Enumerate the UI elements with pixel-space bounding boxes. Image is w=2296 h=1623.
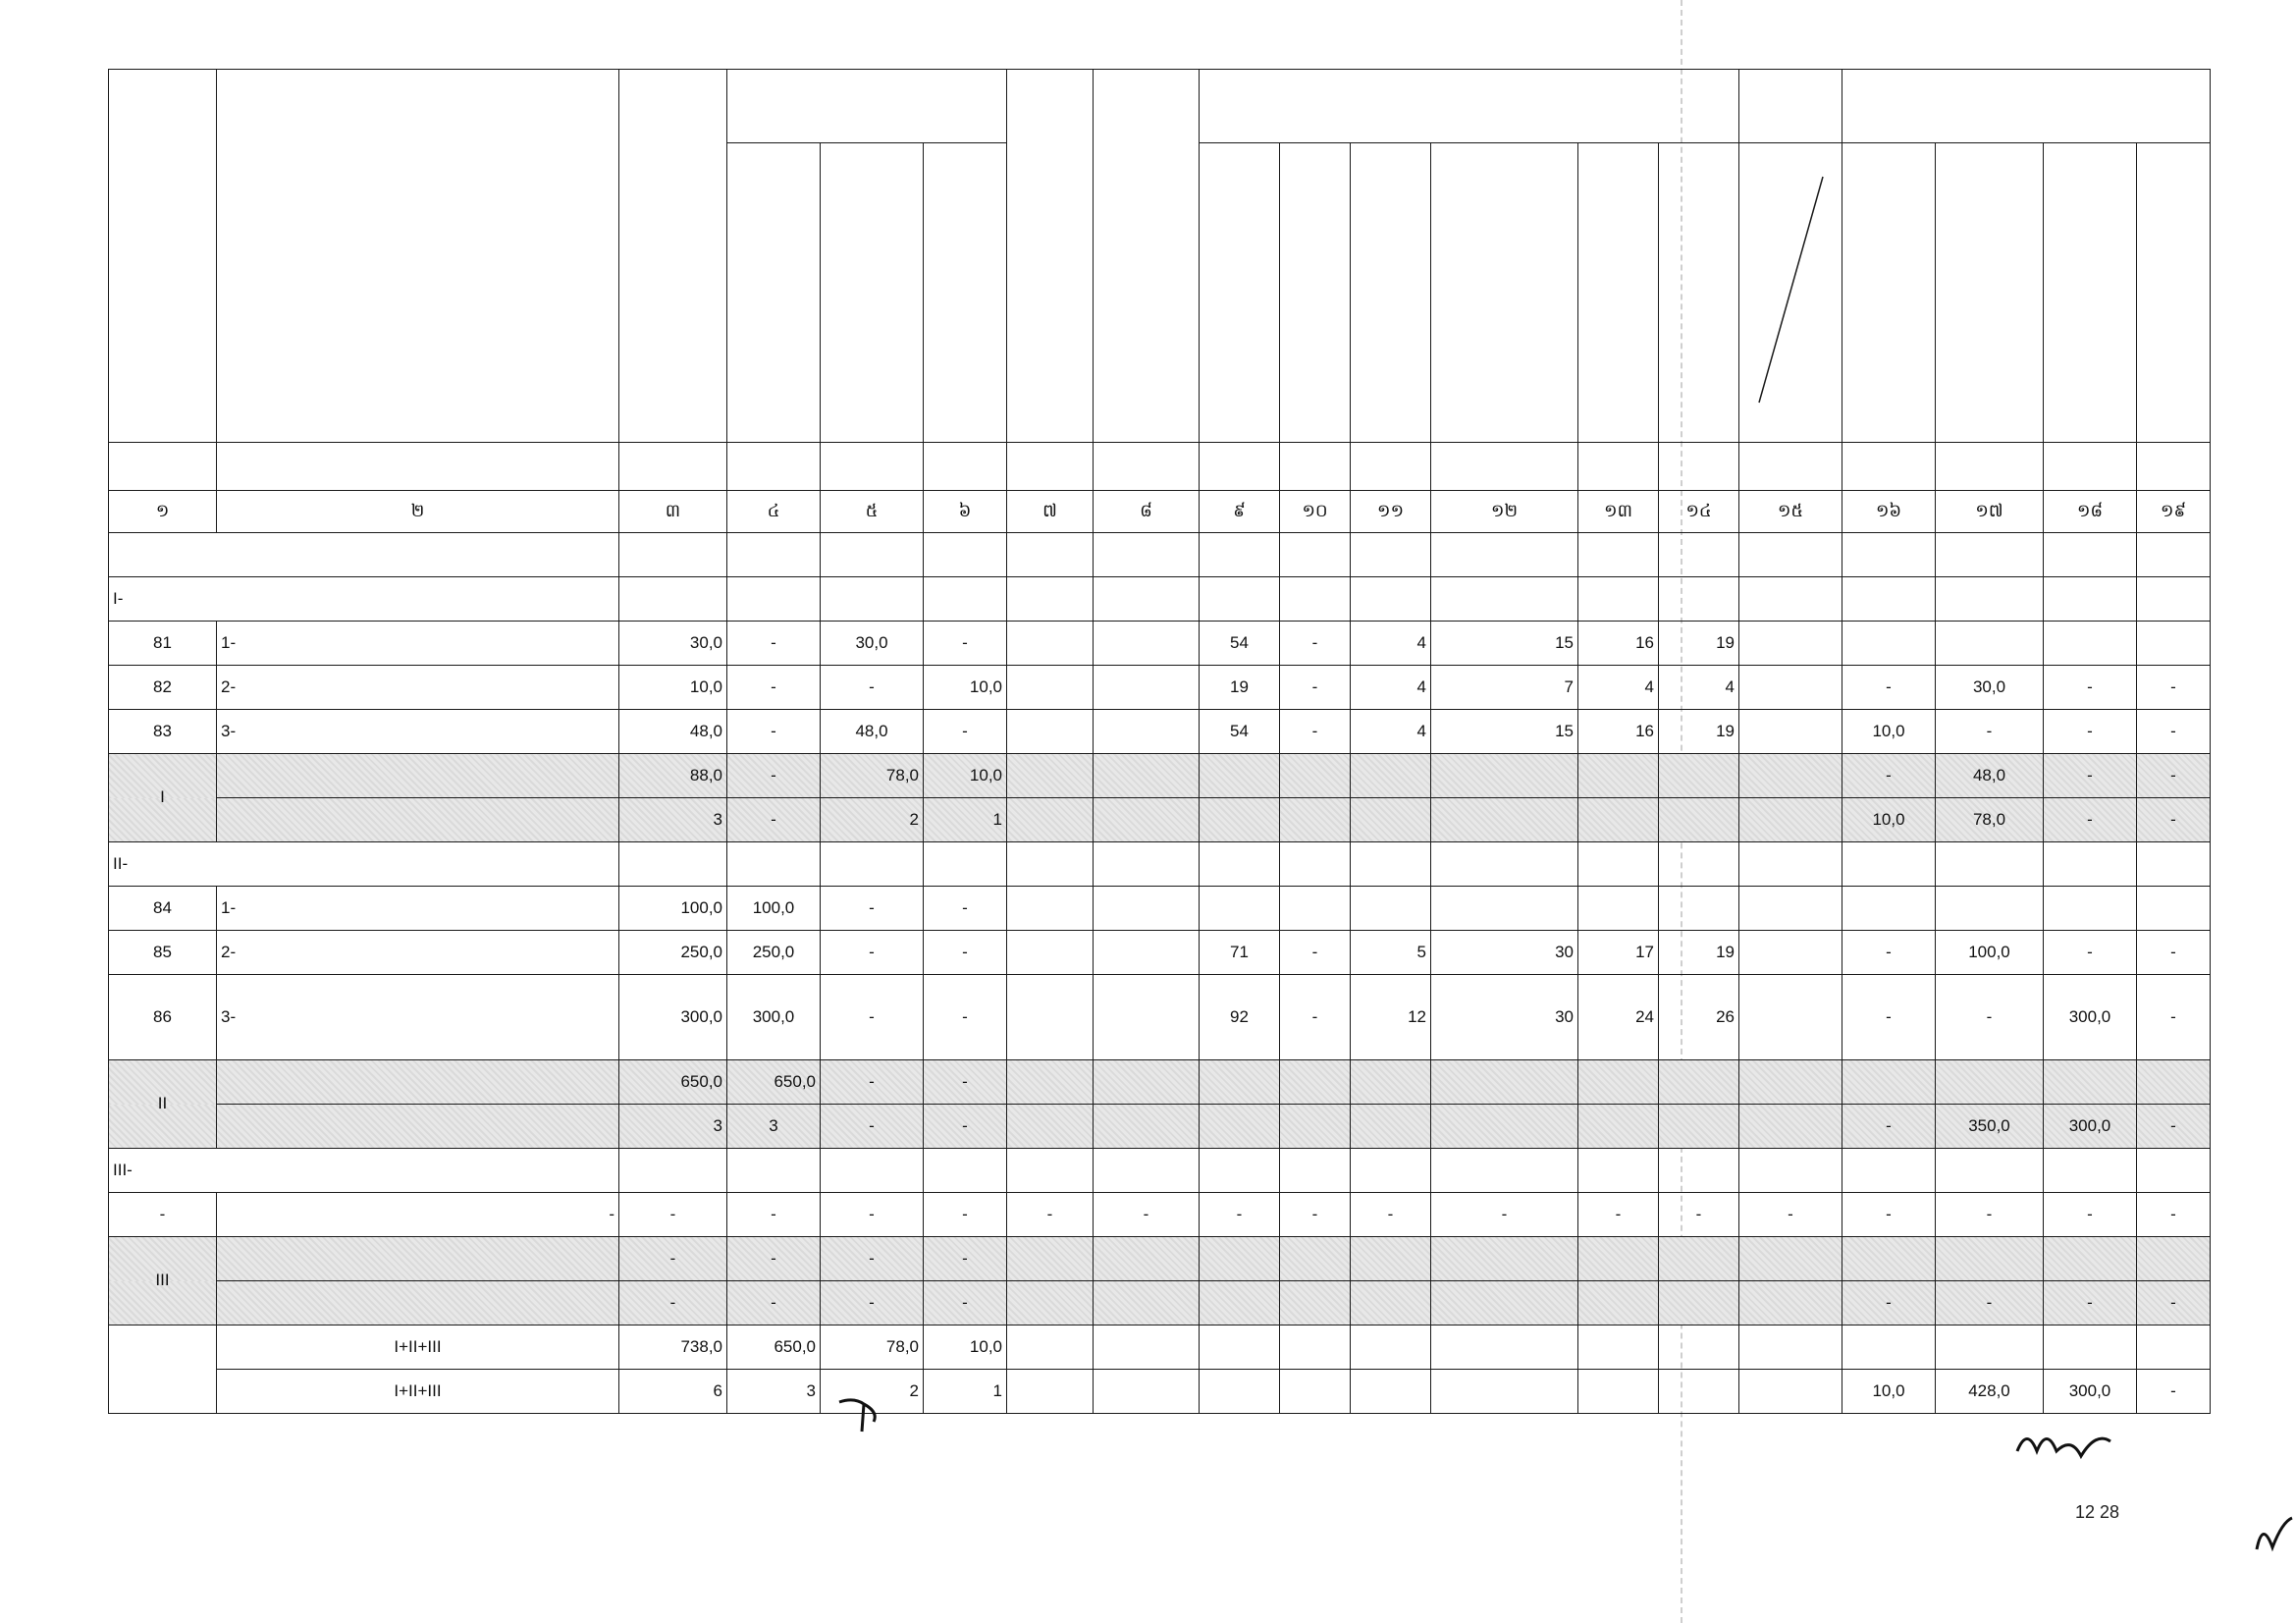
cell: 4 [1351, 622, 1431, 666]
header-col-8 [1094, 70, 1200, 443]
cell [1007, 710, 1094, 754]
cell: - [2137, 1193, 2211, 1237]
header-row-numbers [109, 491, 2211, 533]
header-col-5 [821, 143, 924, 443]
section-title [109, 533, 619, 577]
cell: 300,0 [2044, 975, 2137, 1060]
cell [1094, 622, 1200, 666]
cell: 3 [727, 1370, 821, 1414]
cell: - [821, 1060, 924, 1105]
cell: 1 [924, 1370, 1007, 1414]
col-number: ១៥ [1739, 491, 1842, 533]
cell: - [727, 1193, 821, 1237]
cell: 250,0 [619, 931, 727, 975]
cell: - [821, 666, 924, 710]
col-number: ១៦ [1842, 491, 1936, 533]
cell: 88,0 [619, 754, 727, 798]
unit-col-13 [1578, 443, 1659, 491]
cell: - [1842, 931, 1936, 975]
cell: - [924, 1193, 1007, 1237]
col-number: ១០ [1280, 491, 1351, 533]
cell: 7 [1431, 666, 1578, 710]
cell: - [2044, 710, 2137, 754]
cell [1739, 975, 1842, 1060]
row-code: 82 [109, 666, 217, 710]
row-name: 3- [217, 975, 619, 1060]
cell: - [2137, 931, 2211, 975]
cell: - [2044, 1193, 2137, 1237]
cell: - [924, 1237, 1007, 1281]
unit-col-14 [1659, 443, 1739, 491]
cell: - [821, 931, 924, 975]
col-number: ៦ [924, 491, 1007, 533]
header-col-19 [2137, 143, 2211, 443]
page-number: 12 28 [2074, 1502, 2119, 1522]
cell: - [924, 622, 1007, 666]
cell: - [727, 1281, 821, 1325]
cell: 48,0 [1936, 754, 2044, 798]
cell: 100,0 [727, 887, 821, 931]
cell: - [2044, 798, 2137, 842]
cell: - [821, 1193, 924, 1237]
cell: 300,0 [727, 975, 821, 1060]
cell: - [821, 1281, 924, 1325]
cell: - [1842, 975, 1936, 1060]
header-group-payment [1842, 70, 2211, 143]
cell: 30,0 [619, 622, 727, 666]
cell: 30 [1431, 931, 1578, 975]
cell: 71 [1200, 931, 1280, 975]
cell: - [1280, 622, 1351, 666]
cell: 10,0 [1842, 710, 1936, 754]
cell [1094, 975, 1200, 1060]
cell [1094, 710, 1200, 754]
header-group-col-15 [1739, 70, 1842, 143]
cell: - [821, 975, 924, 1060]
cell [1739, 666, 1842, 710]
cell: 4 [1659, 666, 1739, 710]
cell: 2 [821, 798, 924, 842]
cell: - [2137, 754, 2211, 798]
cell: 650,0 [619, 1060, 727, 1105]
cell [1094, 931, 1200, 975]
cell [1842, 622, 1936, 666]
cell: 650,0 [727, 1060, 821, 1105]
cell: 48,0 [619, 710, 727, 754]
row-code: 83 [109, 710, 217, 754]
header-col-17 [1936, 143, 2044, 443]
table-row [109, 710, 2211, 754]
header-col-6 [924, 143, 1007, 443]
row-code: 85 [109, 931, 217, 975]
col-number: ៩ [1200, 491, 1280, 533]
row-code: 84 [109, 887, 217, 931]
cell: - [619, 1237, 727, 1281]
cell: 300,0 [2044, 1105, 2137, 1149]
subtotal-row [109, 1060, 2211, 1105]
cell: 4 [1351, 710, 1431, 754]
cell: - [924, 931, 1007, 975]
col-number: ១២ [1431, 491, 1578, 533]
table-row [109, 975, 2211, 1060]
unit-col-10 [1280, 443, 1351, 491]
cell: - [1842, 666, 1936, 710]
cell [2044, 622, 2137, 666]
header-row-units [109, 443, 2211, 491]
cell: - [1659, 1193, 1739, 1237]
subtotal-line-label [217, 1060, 619, 1105]
header-col-9 [1200, 143, 1280, 443]
group-title-2: II- [109, 842, 619, 887]
procurement-plan-table [108, 69, 2211, 1414]
group-title-row [109, 842, 2211, 887]
cell [1739, 622, 1842, 666]
col-number: ៥ [821, 491, 924, 533]
cell: - [1842, 754, 1936, 798]
cell: 54 [1200, 710, 1280, 754]
col-number: ២ [217, 491, 619, 533]
col-number: ១៨ [2044, 491, 2137, 533]
cell: 16 [1578, 622, 1659, 666]
header-col-3 [619, 70, 727, 443]
row-name: - [217, 1193, 619, 1237]
cell [1739, 710, 1842, 754]
header-col-7 [1007, 70, 1094, 443]
col-number: ៣ [619, 491, 727, 533]
cell: - [727, 666, 821, 710]
cell: - [924, 975, 1007, 1060]
cell: 250,0 [727, 931, 821, 975]
col-number: ១៧ [1936, 491, 2044, 533]
header-col-2 [217, 70, 619, 443]
header-col-4 [727, 143, 821, 443]
cell: 2 [821, 1370, 924, 1414]
cell: - [1842, 1105, 1936, 1149]
cell: 24 [1578, 975, 1659, 1060]
cell [1094, 666, 1200, 710]
cell: 1 [924, 798, 1007, 842]
cell: - [2044, 1281, 2137, 1325]
cell: 19 [1659, 931, 1739, 975]
cell: - [1739, 1193, 1842, 1237]
cell: 19 [1659, 710, 1739, 754]
col-number: ១៩ [2137, 491, 2211, 533]
cell: - [2137, 1281, 2211, 1325]
col-number: ១៣ [1578, 491, 1659, 533]
cell: 30,0 [1936, 666, 2044, 710]
header-col-1 [109, 70, 217, 443]
cell: - [924, 1105, 1007, 1149]
subtotal-row [109, 798, 2211, 842]
subtotal-line-label [217, 754, 619, 798]
row-name: 2- [217, 931, 619, 975]
cell: - [821, 1237, 924, 1281]
cell: 10,0 [619, 666, 727, 710]
cell: 350,0 [1936, 1105, 2044, 1149]
cell: - [1280, 1193, 1351, 1237]
unit-col-15 [1739, 443, 1842, 491]
cell: 4 [1351, 666, 1431, 710]
cell: - [1936, 710, 2044, 754]
signature-mark-icon [834, 1392, 893, 1441]
group-title-row [109, 577, 2211, 622]
col-number: ១១ [1351, 491, 1431, 533]
subtotal-label: III [109, 1237, 217, 1325]
cell: 30,0 [821, 622, 924, 666]
cell: - [1200, 1193, 1280, 1237]
cell: - [727, 1237, 821, 1281]
cell: 26 [1659, 975, 1739, 1060]
cell: - [1936, 975, 2044, 1060]
header-col-12 [1431, 143, 1578, 443]
cell: 78,0 [821, 1325, 924, 1370]
section-title-row [109, 533, 2211, 577]
col-number: ៧ [1007, 491, 1094, 533]
cell: - [2137, 710, 2211, 754]
table-row [109, 622, 2211, 666]
header-row-groups [109, 70, 2211, 143]
cell: 3 [619, 798, 727, 842]
cell: - [1578, 1193, 1659, 1237]
cell: 15 [1431, 710, 1578, 754]
subtotal-line-label [217, 1105, 619, 1149]
cell: - [1280, 710, 1351, 754]
cell: - [2137, 975, 2211, 1060]
row-code: 86 [109, 975, 217, 1060]
cell: 12 [1351, 975, 1431, 1060]
total-row [109, 1325, 2211, 1370]
cell: 428,0 [1936, 1370, 2044, 1414]
cell: 19 [1659, 622, 1739, 666]
cell: - [1936, 1281, 2044, 1325]
cell: 78,0 [821, 754, 924, 798]
cell: 17 [1578, 931, 1659, 975]
diagonal-divider-icon [1744, 147, 1838, 432]
cell: - [619, 1193, 727, 1237]
cell: 3 [619, 1105, 727, 1149]
cell: - [2044, 754, 2137, 798]
cell: 300,0 [2044, 1370, 2137, 1414]
total-row [109, 1370, 2211, 1414]
cell: 4 [1578, 666, 1659, 710]
cell: - [924, 710, 1007, 754]
header-group-method [727, 70, 1007, 143]
cell: 15 [1431, 622, 1578, 666]
cell: 6 [619, 1370, 727, 1414]
subtotal-row [109, 1281, 2211, 1325]
col-number: ៤ [727, 491, 821, 533]
group-title-row [109, 1149, 2211, 1193]
row-name: 2- [217, 666, 619, 710]
cell: 10,0 [924, 1325, 1007, 1370]
subtotal-row [109, 1105, 2211, 1149]
cell: 738,0 [619, 1325, 727, 1370]
cell: - [1351, 1193, 1431, 1237]
row-code: 81 [109, 622, 217, 666]
cell [1007, 622, 1094, 666]
cell: - [1280, 931, 1351, 975]
table-row [109, 887, 2211, 931]
cell [1936, 622, 2044, 666]
table-row [109, 931, 2211, 975]
header-col-10 [1280, 143, 1351, 443]
row-name: 1- [217, 887, 619, 931]
unit-col-11 [1351, 443, 1431, 491]
subtotal-line-label [217, 798, 619, 842]
col-number: ១៤ [1659, 491, 1739, 533]
cell: 10,0 [1842, 1370, 1936, 1414]
cell: - [2137, 666, 2211, 710]
cell: 10,0 [1842, 798, 1936, 842]
unit-col-12 [1431, 443, 1578, 491]
header-col-16 [1842, 143, 1936, 443]
cell: - [727, 754, 821, 798]
cell: - [924, 1281, 1007, 1325]
row-code: - [109, 1193, 217, 1237]
cell: - [2044, 931, 2137, 975]
cell: 54 [1200, 622, 1280, 666]
total-label [109, 1325, 217, 1414]
signature-mark-icon [2253, 1510, 2296, 1554]
cell [1007, 931, 1094, 975]
cell: - [821, 1105, 924, 1149]
cell [2137, 622, 2211, 666]
cell [1007, 975, 1094, 1060]
cell: - [1842, 1193, 1936, 1237]
cell: 19 [1200, 666, 1280, 710]
cell: - [2044, 666, 2137, 710]
subtotal-label: II [109, 1060, 217, 1149]
cell: - [727, 622, 821, 666]
total-line-label: I+II+III [217, 1370, 619, 1414]
total-line-label: I+II+III [217, 1325, 619, 1370]
cell: - [1936, 1193, 2044, 1237]
cell: - [924, 1060, 1007, 1105]
cell: - [1280, 975, 1351, 1060]
subtotal-row [109, 754, 2211, 798]
cell: 3 [727, 1105, 821, 1149]
col-number: ៨ [1094, 491, 1200, 533]
cell: 78,0 [1936, 798, 2044, 842]
header-col-11 [1351, 143, 1431, 443]
cell: - [619, 1281, 727, 1325]
cell: 10,0 [924, 754, 1007, 798]
unit-col-9 [1200, 443, 1280, 491]
col-number: ១ [109, 491, 217, 533]
subtotal-label: I [109, 754, 217, 842]
cell: - [821, 887, 924, 931]
cell: - [727, 798, 821, 842]
cell: - [1007, 1193, 1094, 1237]
row-name: 1- [217, 622, 619, 666]
group-title-3: III- [109, 1149, 619, 1193]
subtotal-line-label [217, 1281, 619, 1325]
cell [1007, 666, 1094, 710]
subtotal-line-label [217, 1237, 619, 1281]
cell: 48,0 [821, 710, 924, 754]
cell: - [924, 887, 1007, 931]
cell: 92 [1200, 975, 1280, 1060]
cell: - [2137, 1370, 2211, 1414]
cell: - [1280, 666, 1351, 710]
header-col-14 [1659, 143, 1739, 443]
cell: - [1842, 1281, 1936, 1325]
cell: 10,0 [924, 666, 1007, 710]
cell: 30 [1431, 975, 1578, 1060]
header-col-13 [1578, 143, 1659, 443]
cell [1739, 754, 1842, 798]
header-group-duration [1200, 70, 1739, 143]
cell: 300,0 [619, 975, 727, 1060]
subtotal-row [109, 1237, 2211, 1281]
header-col-18 [2044, 143, 2137, 443]
cell: - [727, 710, 821, 754]
cell: 100,0 [619, 887, 727, 931]
cell: - [1431, 1193, 1578, 1237]
table-row [109, 666, 2211, 710]
cell: 650,0 [727, 1325, 821, 1370]
table-row [109, 1193, 2211, 1237]
cell: 16 [1578, 710, 1659, 754]
cell [1739, 931, 1842, 975]
cell: - [2137, 1105, 2211, 1149]
group-title-1: I- [109, 577, 619, 622]
cell: - [1094, 1193, 1200, 1237]
row-name: 3- [217, 710, 619, 754]
cell: 5 [1351, 931, 1431, 975]
signature-mark-icon [2012, 1422, 2120, 1466]
cell: - [2137, 798, 2211, 842]
header-col-15 [1739, 143, 1842, 443]
cell: 100,0 [1936, 931, 2044, 975]
